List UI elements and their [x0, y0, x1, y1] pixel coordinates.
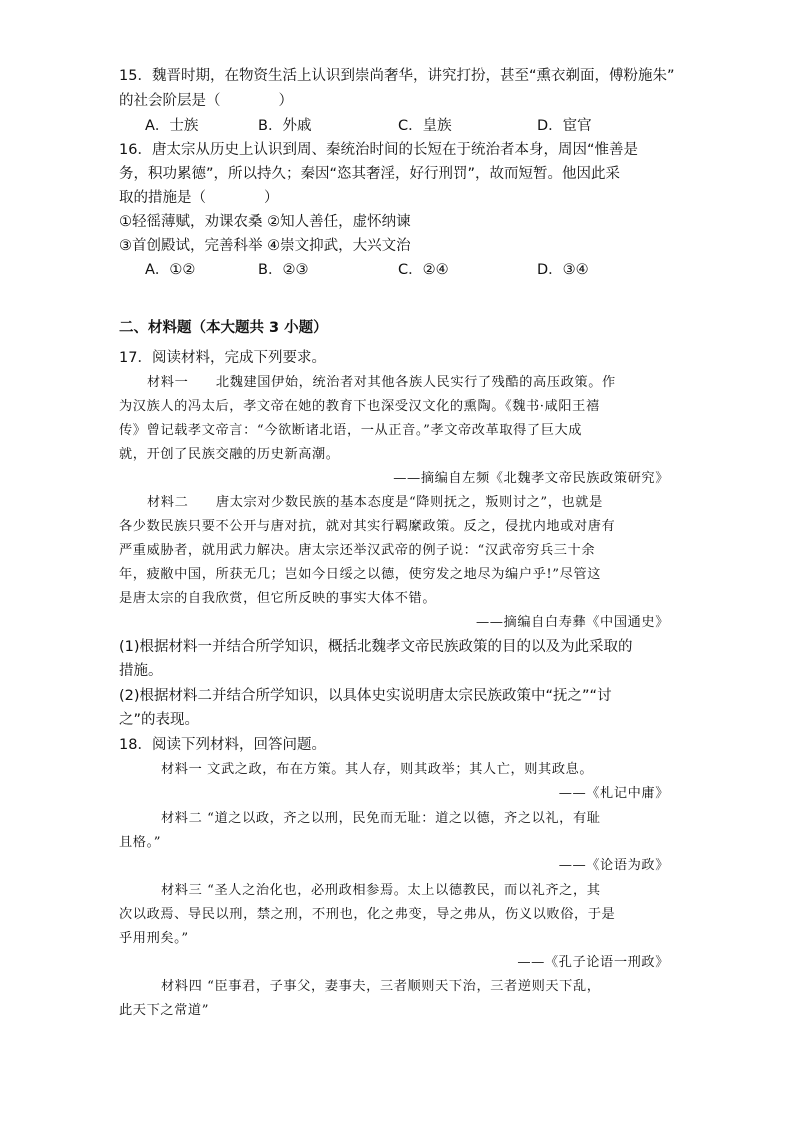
q17-sub2-line2: 之”的表现。	[119, 712, 200, 728]
q18-m2-line1: 材料二 “道之以政，齐之以刑，民免而无耻：道之以德，齐之以礼，有耻	[161, 811, 601, 826]
q16-item1: ①轻徭薄赋，劝课农桑 ②知人善任，虚怀纳谏	[119, 214, 411, 230]
q16-option-c[interactable]: C．②④	[398, 262, 449, 278]
q18-m2-source: ——《论语为政》	[558, 858, 669, 873]
q15-line2: 的社会阶层是（ ）	[119, 93, 293, 109]
q18-m4-line1: 材料四 “臣事君，子事父，妻事夫，三者顺则天下治，三者逆则天下乱，	[161, 979, 601, 994]
q17-m1-line2: 为汉族人的冯太后，孝文帝在她的教育下也深受汉文化的熏陶。《魏书·咸阳王禧	[119, 399, 600, 414]
q18-m3-line3: 乎用刑矣。”	[119, 931, 189, 946]
q17-stem: 17．阅读材料，完成下列要求。	[119, 350, 326, 366]
q16-line3: 取的措施是（ ）	[119, 190, 279, 206]
q18-m3-line1: 材料三 “圣人之治化也，必刑政相参焉。太上以德教民，而以礼齐之，其	[161, 883, 601, 898]
q18-m3-source: ——《孔子论语一刑政》	[517, 955, 669, 970]
q17-m1-line1: 材料一 北魏建国伊始，统治者对其他各族人民实行了残酷的高压政策。作	[147, 375, 616, 390]
q16-option-b[interactable]: B．②③	[258, 262, 309, 278]
q17-m2-line4: 年，疲敝中国，所获无几；岂如今日绥之以德，使穷发之地尽为编户乎!”尽管这	[119, 567, 602, 582]
q17-m2-line3: 严重威胁者，就用武力解决。唐太宗还举汉武帝的例子说：“汉武帝穷兵三十余	[119, 543, 596, 558]
q15-options	[119, 116, 679, 136]
q17-m1-line3: 传》曾记载孝文帝言：“今欲断诸北语，一从正音。”孝文帝改革取得了巨大成	[119, 423, 583, 438]
q18-m1: 材料一 文武之政，布在方策。其人存，则其政举；其人亡，则其政息。	[161, 762, 594, 777]
q17-m2-line5: 是唐太宗的自我欣赏，但它所反映的事实大体不错。	[119, 591, 437, 606]
q15-option-b[interactable]: B．外戚	[258, 118, 312, 134]
q16-item2: ③首创殿试，完善科举 ④崇文抑武，大兴文治	[119, 238, 411, 254]
q18-m4-line2: 此天下之常道”	[119, 1003, 210, 1018]
q15-option-c[interactable]: C．皇族	[398, 118, 452, 134]
q18-m1-source: ——《札记中庸》	[558, 786, 669, 801]
q16-line1: 16．唐太宗从历史上认识到周、秦统治时间的长短在于统治者本身，周因“惟善是	[119, 142, 638, 158]
q18-m2-line2: 且格。”	[119, 835, 162, 850]
q17-sub2-line1: (2)根据材料二并结合所学知识，以具体史实说明唐太宗民族政策中“抚之”“讨	[119, 688, 612, 704]
q17-m2-line2: 各少数民族只要不公开与唐对抗，就对其实行羁縻政策。反之，侵扰内地或对唐有	[119, 519, 616, 534]
q17-m1-source: ——摘编自左频《北魏孝文帝民族政策研究》	[393, 471, 669, 486]
q18-m3-line2: 次以政焉、导民以刑，禁之刑，不刑也，化之弗变，导之弗从，伤义以败俗，于是	[119, 907, 616, 922]
q15-option-d[interactable]: D．宦官	[537, 118, 592, 134]
q15-line1: 15．魏晋时期，在物资生活上认识到崇尚奢华，讲究打扮，甚至“熏衣剃面，傅粉施朱”	[119, 68, 675, 84]
q18-stem: 18．阅读下列材料，回答问题。	[119, 737, 326, 753]
q16-option-a[interactable]: A．①②	[145, 262, 196, 278]
q15-option-a[interactable]: A．士族	[145, 118, 199, 134]
q17-sub1-line1: (1)根据材料一并结合所学知识，概括北魏孝文帝民族政策的目的以及为此采取的	[119, 639, 633, 655]
q16-line2: 务，积功累德”，所以持久；秦因“恣其奢淫，好行刑罚”，故而短暂。他因此采	[119, 166, 621, 182]
q17-sub1-line2: 措施。	[119, 663, 163, 679]
q16-option-d[interactable]: D．③④	[537, 262, 589, 278]
q17-m1-line4: 就，开创了民族交融的历史新高潮。	[119, 447, 340, 462]
section-title: 二、材料题（本大题共 3 小题）	[119, 320, 328, 336]
q17-m2-source: ——摘编自白寿彝《中国通史》	[475, 615, 669, 630]
q17-m2-line1: 材料二 唐太宗对少数民族的基本态度是“降则抚之，叛则讨之”，也就是	[147, 495, 603, 510]
q16-options	[119, 260, 679, 280]
